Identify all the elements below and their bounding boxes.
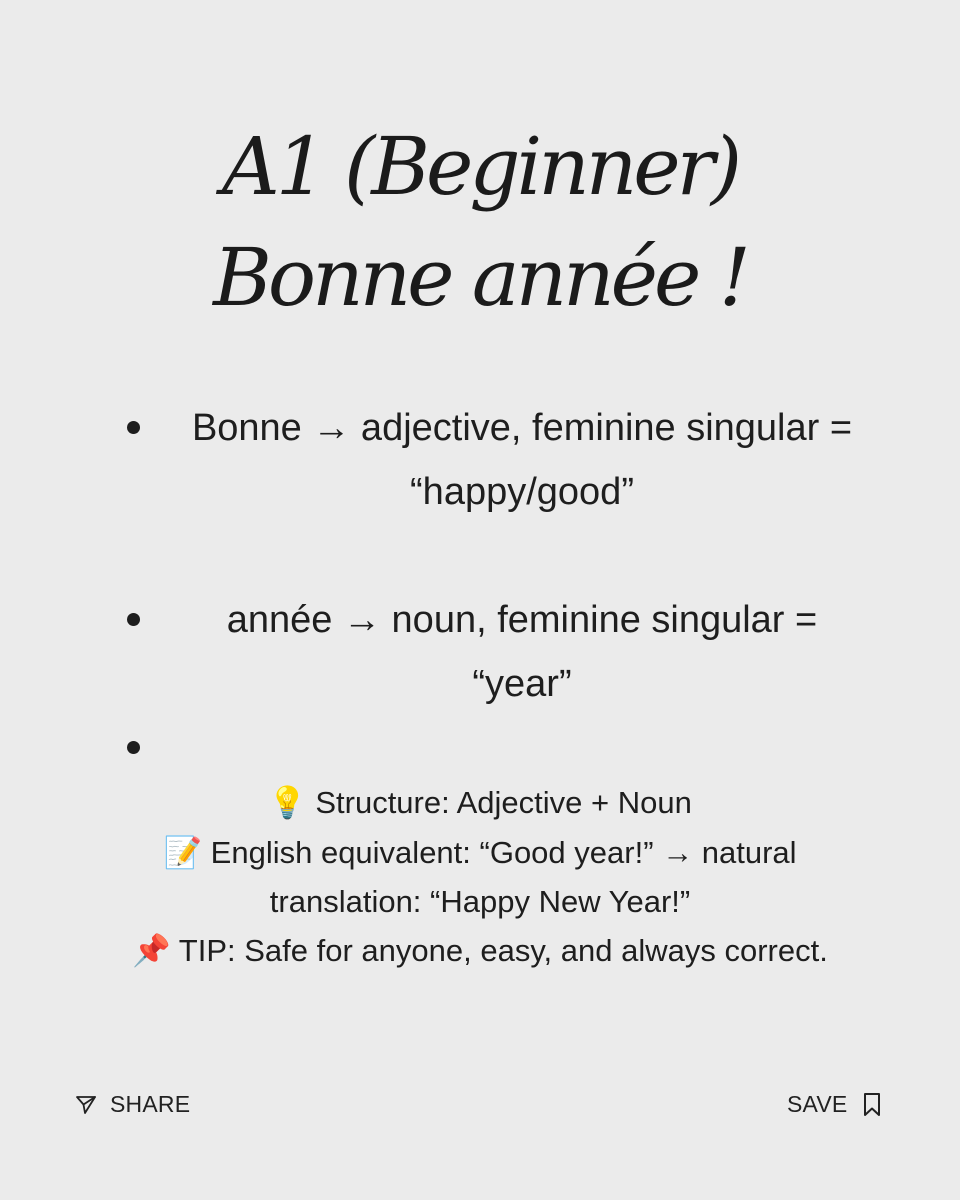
bullet-point-1 (127, 421, 140, 434)
share-button[interactable] (74, 1091, 190, 1118)
note-translation: translation: “Happy New Year!” (269, 884, 691, 919)
paper-plane-icon (74, 1093, 98, 1117)
share-label: SHARE (110, 1091, 191, 1117)
point-2-line-1: année → noun, feminine singular = (226, 599, 818, 641)
point-2-line-2: “year” (472, 663, 572, 705)
bullet-point-3 (127, 741, 140, 754)
point-1-line-1: Bonne → adjective, feminine singular = (191, 407, 853, 449)
bookmark-icon (861, 1092, 883, 1118)
bullet-point-2 (127, 613, 140, 626)
note-structure: 💡 Structure: Adjective + Noun (268, 785, 692, 820)
page-title-line-2: Bonne année ! (213, 231, 747, 324)
save-label: SAVE (787, 1091, 848, 1117)
note-tip: 📌 TIP: Safe for anyone, easy, and always correct. (132, 933, 828, 968)
point-1-line-2: “happy/good” (410, 471, 634, 513)
save-button[interactable] (787, 1091, 883, 1118)
page-title-line-1: A1 (Beginner) (221, 120, 739, 213)
note-english-equivalent: 📝 English equivalent: “Good year!” → natural (163, 835, 797, 870)
